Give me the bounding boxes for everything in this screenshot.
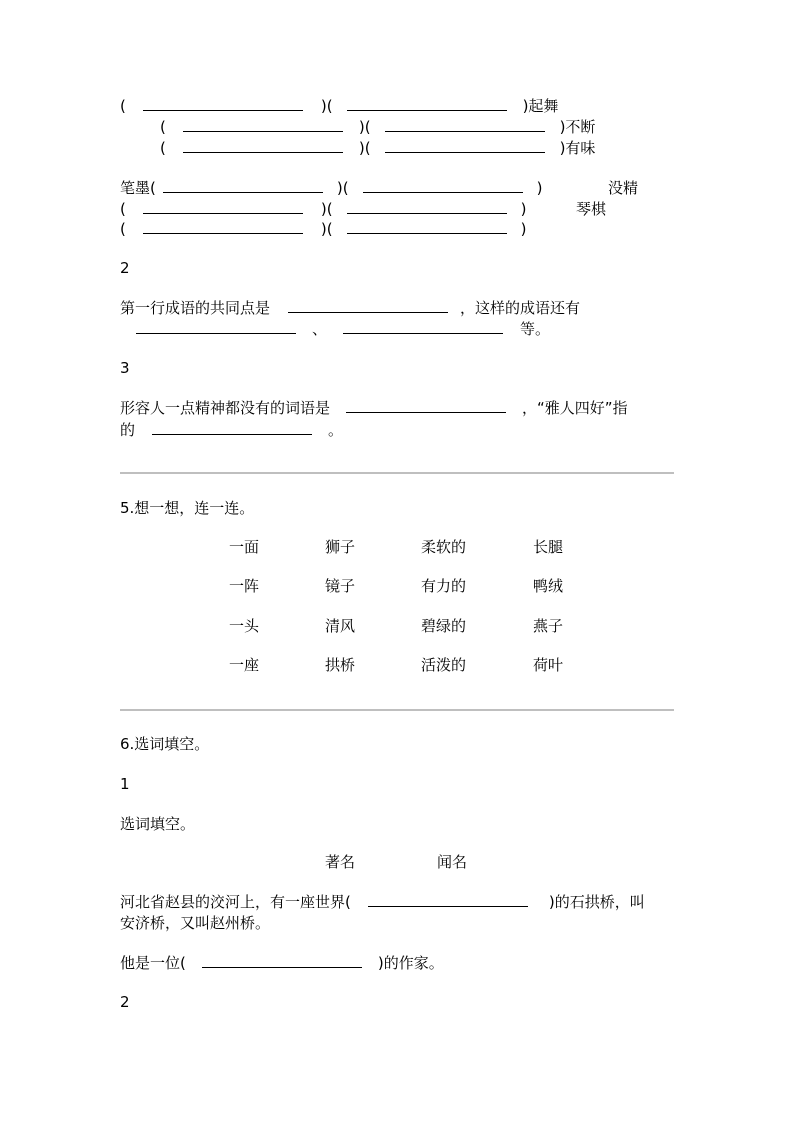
paren-open: ( <box>120 97 126 115</box>
question-number: 2 <box>120 993 130 1011</box>
section-divider <box>120 472 674 474</box>
paren-open: ( <box>160 139 166 157</box>
answer-blank[interactable] <box>368 892 528 907</box>
match-word[interactable]: 活泼的 <box>421 656 467 674</box>
idiom-row-6 <box>120 219 526 239</box>
match-word[interactable]: 碧绿的 <box>421 617 467 635</box>
question-text: 。 <box>328 421 344 439</box>
match-word[interactable]: 清风 <box>325 617 356 635</box>
question-text: 形容人一点精神都没有的词语是 <box>120 399 331 417</box>
idiom-row-4 <box>120 178 542 198</box>
answer-blank[interactable] <box>385 138 545 153</box>
sentence-2 <box>120 953 444 973</box>
answer-blank[interactable] <box>343 319 503 334</box>
idiom-suffix: )起舞 <box>522 97 559 115</box>
answer-blank[interactable] <box>385 117 545 132</box>
question-number: 2 <box>120 259 130 277</box>
question-number: 3 <box>120 359 130 377</box>
match-word[interactable]: 一头 <box>229 617 260 635</box>
match-word[interactable]: 有力的 <box>421 577 467 595</box>
answer-blank[interactable] <box>202 953 362 968</box>
sentence-text: )的作家。 <box>377 954 444 972</box>
paren-mid: )( <box>358 118 371 136</box>
separator: 、 <box>312 320 328 338</box>
match-word[interactable]: 一阵 <box>229 577 260 595</box>
idiom-prefix: 笔墨( <box>120 179 156 197</box>
match-word[interactable]: 柔软的 <box>421 538 467 556</box>
paren-close: ) <box>520 200 527 218</box>
section-title: 5.想一想，连一连。 <box>120 499 255 517</box>
answer-blank[interactable] <box>363 178 523 193</box>
match-word[interactable]: 长腿 <box>533 538 564 556</box>
paren-close: ) <box>520 220 527 238</box>
match-word[interactable]: 一座 <box>229 656 260 674</box>
answer-blank[interactable] <box>183 117 343 132</box>
question-3-line-2 <box>120 420 343 440</box>
answer-blank[interactable] <box>347 199 507 214</box>
paren-mid: )( <box>320 200 333 218</box>
paren-mid: )( <box>358 139 371 157</box>
idiom-row-3 <box>160 138 595 158</box>
answer-blank[interactable] <box>136 319 296 334</box>
question-text: ，“雅人四好”指 <box>522 399 628 417</box>
sentence-1-line-1 <box>120 892 645 912</box>
answer-blank[interactable] <box>346 398 506 413</box>
match-word[interactable]: 狮子 <box>325 538 356 556</box>
answer-blank[interactable] <box>347 96 507 111</box>
answer-blank[interactable] <box>183 138 343 153</box>
paren-open: ( <box>120 200 126 218</box>
match-word[interactable]: 拱桥 <box>325 656 356 674</box>
answer-blank[interactable] <box>347 219 507 234</box>
idiom-suffix: )不断 <box>559 118 596 136</box>
paren-mid: )( <box>336 179 349 197</box>
match-word[interactable]: 镜子 <box>325 577 356 595</box>
idiom-tail: 琴棋 <box>576 200 607 218</box>
question-number: 1 <box>120 775 130 793</box>
answer-blank[interactable] <box>143 199 303 214</box>
question-text: 第一行成语的共同点是 <box>120 299 271 317</box>
question-text: 等。 <box>520 320 551 338</box>
question-3-line-1 <box>120 398 628 418</box>
idiom-suffix: )有味 <box>559 139 596 157</box>
sentence-text: 河北省赵县的洨河上，有一座世界( <box>120 893 351 911</box>
idiom-tail: 没精 <box>608 179 639 197</box>
instruction-text: 选词填空。 <box>120 815 196 833</box>
section-divider <box>120 709 674 711</box>
match-word[interactable]: 燕子 <box>533 617 564 635</box>
section-title: 6.选词填空。 <box>120 735 210 753</box>
word-option: 著名 <box>325 853 356 871</box>
idiom-row-2 <box>160 117 595 137</box>
idiom-row-1 <box>120 96 558 116</box>
question-2-line-2 <box>136 319 550 339</box>
answer-blank[interactable] <box>163 178 323 193</box>
answer-blank[interactable] <box>152 420 312 435</box>
match-word[interactable]: 荷叶 <box>533 656 564 674</box>
answer-blank[interactable] <box>288 298 448 313</box>
match-word[interactable]: 一面 <box>229 538 260 556</box>
sentence-text: 安济桥，又叫赵州桥。 <box>120 914 271 932</box>
sentence-text: 他是一位( <box>120 954 186 972</box>
sentence-text: )的石拱桥，叫 <box>548 893 645 911</box>
question-text: 的 <box>120 421 136 439</box>
word-option: 闻名 <box>437 853 468 871</box>
paren-open: ( <box>120 220 126 238</box>
match-word[interactable]: 鸭绒 <box>533 577 564 595</box>
answer-blank[interactable] <box>143 96 303 111</box>
paren-mid: )( <box>320 220 333 238</box>
idiom-row-5 <box>120 199 526 219</box>
paren-open: ( <box>160 118 166 136</box>
question-text: ，这样的成语还有 <box>460 299 581 317</box>
question-2-line-1 <box>120 298 580 318</box>
paren-mid: )( <box>320 97 333 115</box>
paren-close: ) <box>536 179 543 197</box>
answer-blank[interactable] <box>143 219 303 234</box>
